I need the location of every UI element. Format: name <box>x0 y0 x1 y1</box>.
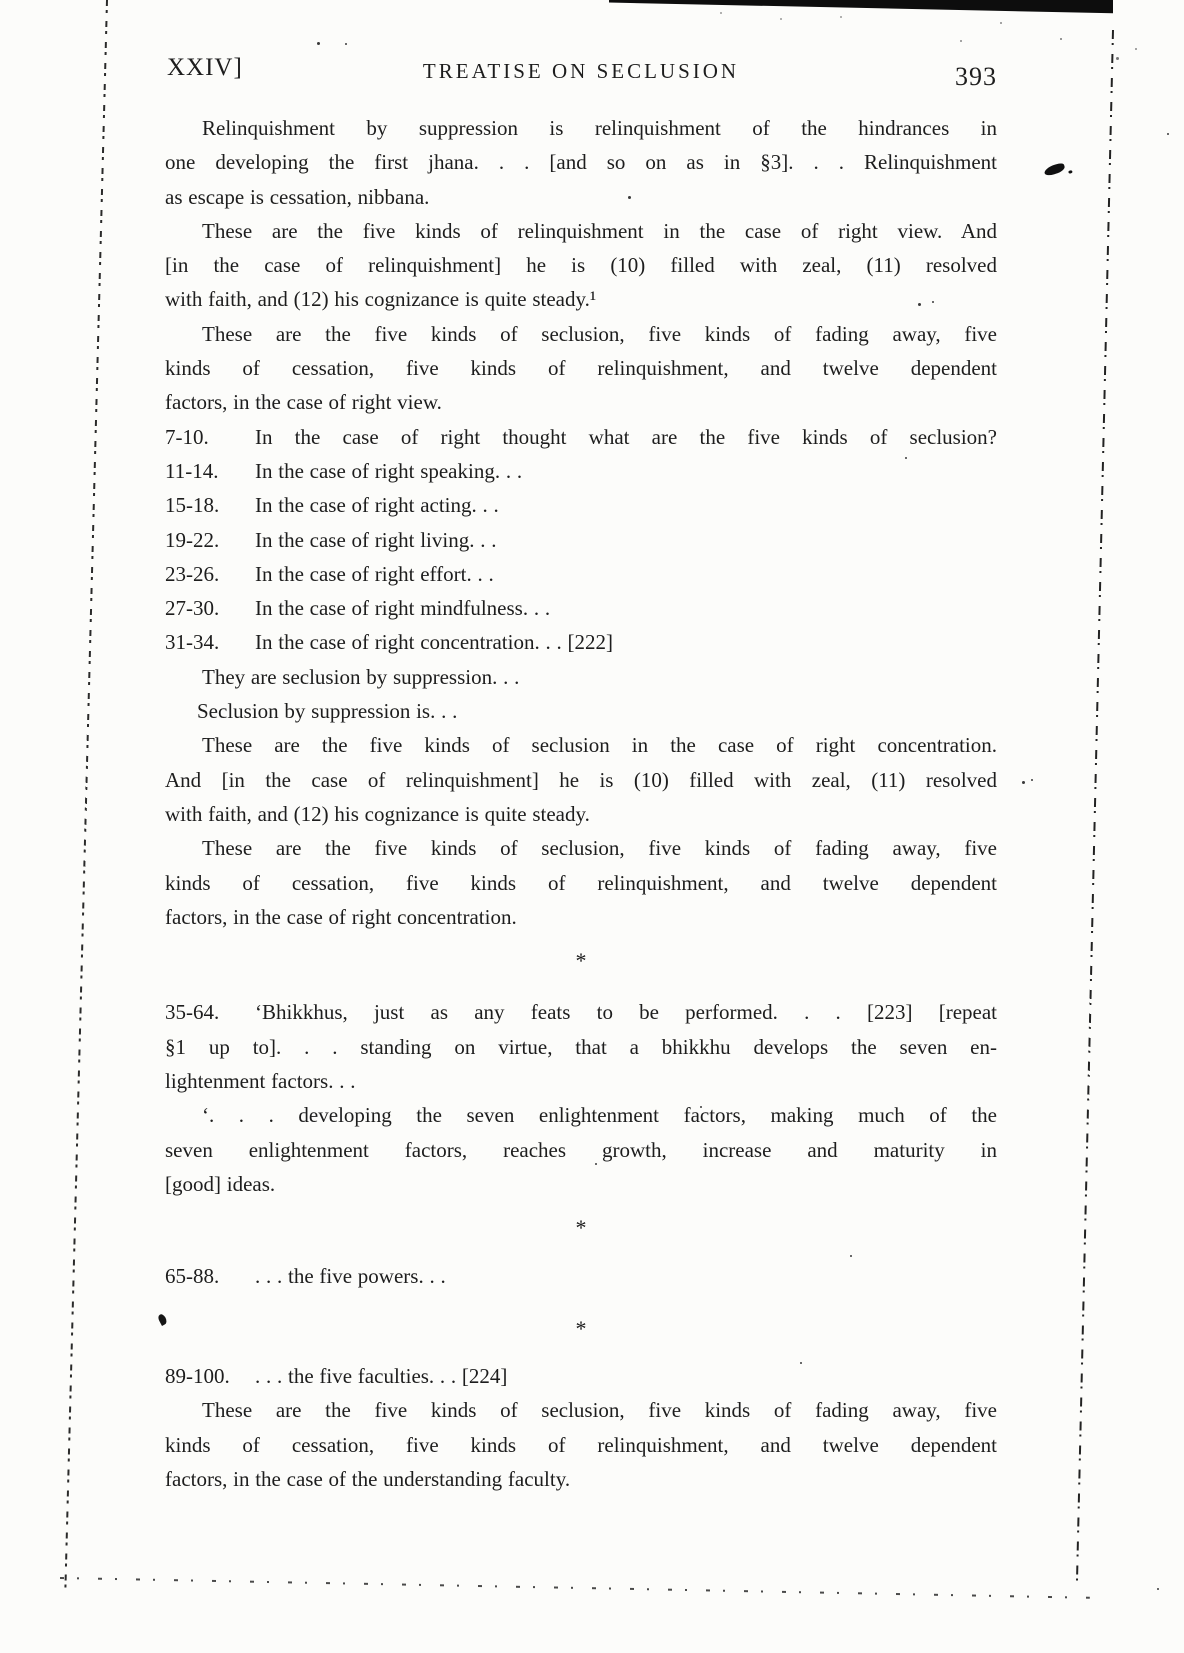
section-text: In the case of right acting. . . <box>255 493 499 518</box>
page-header <box>165 54 997 94</box>
scan-speck <box>840 16 842 18</box>
paragraph-line: These are the five kinds of relinquishment in the case of right view. And <box>202 218 997 243</box>
paragraph-line: And [in the case of relinquishment] he is (10) filled with zeal, (11) resolved <box>165 767 997 792</box>
page-number: 393 <box>955 62 997 91</box>
paragraph-line: These are the five kinds of seclusion, five kinds of fading away, five <box>202 836 997 861</box>
scan-corner-smudge <box>609 0 1113 14</box>
paragraph-line: Seclusion by suppression is. . . <box>197 699 458 724</box>
section-text: In the case of right thought what are the five kinds of seclusion? <box>255 424 997 449</box>
section-range-number: 11-14. <box>165 458 219 483</box>
section-separator-asterisk: * <box>575 948 587 974</box>
numbered-section-line <box>165 557 997 591</box>
paragraph-line: one developing the first jhana. . . [and so on as in §3]. . . Relinquishment <box>165 150 997 175</box>
ink-blot <box>1043 162 1066 177</box>
body-text <box>165 111 997 1496</box>
section-range-number: 31-34. <box>165 630 220 655</box>
section-text: . . . the five faculties. . . [224] <box>255 1364 508 1389</box>
numbered-section-line <box>165 454 997 488</box>
paragraph-line: These are the five kinds of seclusion, five kinds of fading away, five <box>202 1398 997 1423</box>
numbered-section-line <box>165 995 997 1029</box>
scan-edge-line-left <box>64 0 108 1595</box>
numbered-section-line <box>165 420 997 454</box>
section-text: . . . the five powers. . . <box>255 1263 446 1288</box>
section-text: ‘Bhikkhus, just as any feats to be performed. . . [223] [repeat <box>255 1000 997 1025</box>
paragraph-line: [good] ideas. <box>165 1171 276 1196</box>
paragraph-line: seven enlightenment factors, reaches growth, increase and maturity in <box>165 1137 997 1162</box>
paragraph-line: These are the five kinds of seclusion, five kinds of fading away, five <box>202 321 997 346</box>
section-text: In the case of right concentration. . . [222] <box>255 630 613 655</box>
section-range-number: 89-100. <box>165 1364 230 1389</box>
scan-speck <box>720 12 722 14</box>
section-text: In the case of right effort. . . <box>255 561 494 586</box>
paragraph-line: They are seclusion by suppression. . . <box>202 664 520 689</box>
numbered-section-line <box>165 523 997 557</box>
scan-speck <box>1031 779 1033 781</box>
chapter-marker: XXIV] <box>167 54 243 81</box>
paragraph-line: kinds of cessation, five kinds of relinquishment, and twelve dependent <box>165 356 997 381</box>
section-text: In the case of right living. . . <box>255 527 497 552</box>
section-range-number: 65-88. <box>165 1263 220 1288</box>
paragraph-line: §1 up to]. . . standing on virtue, that a bhikkhu develops the seven en- <box>165 1034 997 1059</box>
scan-speck <box>960 40 962 42</box>
scan-speck <box>1135 48 1137 50</box>
scan-speck <box>1167 133 1169 135</box>
numbered-section-line <box>165 1259 997 1293</box>
scan-speck <box>1000 22 1002 24</box>
scan-speck <box>317 42 320 45</box>
section-separator-asterisk: * <box>575 1315 587 1341</box>
paragraph-line: factors, in the case of right view. <box>165 390 442 415</box>
section-text: In the case of right speaking. . . <box>255 458 523 483</box>
paragraph-line: lightenment factors. . . <box>165 1069 356 1094</box>
scan-bottom-dotted-line <box>60 1577 1090 1599</box>
scan-speck <box>780 18 782 20</box>
paragraph-line: with faith, and (12) his cognizance is quite steady. <box>165 801 590 826</box>
numbered-section-line <box>165 625 997 659</box>
paragraph-line: These are the five kinds of seclusion in the case of right concentration. <box>202 733 997 758</box>
paragraph-line: kinds of cessation, five kinds of relinquishment, and twelve dependent <box>165 870 997 895</box>
section-range-number: 7-10. <box>165 424 209 449</box>
scan-speck <box>1157 1588 1159 1590</box>
section-range-number: 15-18. <box>165 493 220 518</box>
scan-speck <box>1060 38 1062 40</box>
section-range-number: 19-22. <box>165 527 220 552</box>
paragraph-line: kinds of cessation, five kinds of relinquishment, and twelve dependent <box>165 1432 997 1457</box>
paragraph-line: ‘. . . developing the seven enlightenment factors, making much of the <box>202 1103 997 1128</box>
scan-speck <box>1116 57 1119 60</box>
section-text: In the case of right mindfulness. . . <box>255 596 551 621</box>
scan-edge-line-right <box>1076 30 1114 1582</box>
running-title: TREATISE ON SECLUSION <box>422 59 740 83</box>
paragraph-line: Relinquishment by suppression is relinquishment of the hindrances in <box>202 116 997 140</box>
paragraph-line: [in the case of relinquishment] he is (10) filled with zeal, (11) resolved <box>165 253 997 278</box>
scan-speck <box>345 43 347 45</box>
paragraph-line-with-footnote: with faith, and (12) his cognizance is quite steady.¹ <box>165 287 597 312</box>
numbered-section-line <box>165 488 997 522</box>
paragraph-line: factors, in the case of right concentration. <box>165 904 517 929</box>
section-range-number: 35-64. <box>165 1000 220 1025</box>
numbered-section-line <box>165 591 997 625</box>
section-separator-asterisk: * <box>575 1215 587 1241</box>
section-range-number: 23-26. <box>165 561 220 586</box>
paragraph-line: factors, in the case of the understanding faculty. <box>165 1466 571 1491</box>
section-range-number: 27-30. <box>165 596 220 621</box>
numbered-section-line <box>165 1359 997 1393</box>
paragraph-line: as escape is cessation, nibbana. <box>165 184 430 209</box>
scan-speck <box>1022 781 1025 784</box>
